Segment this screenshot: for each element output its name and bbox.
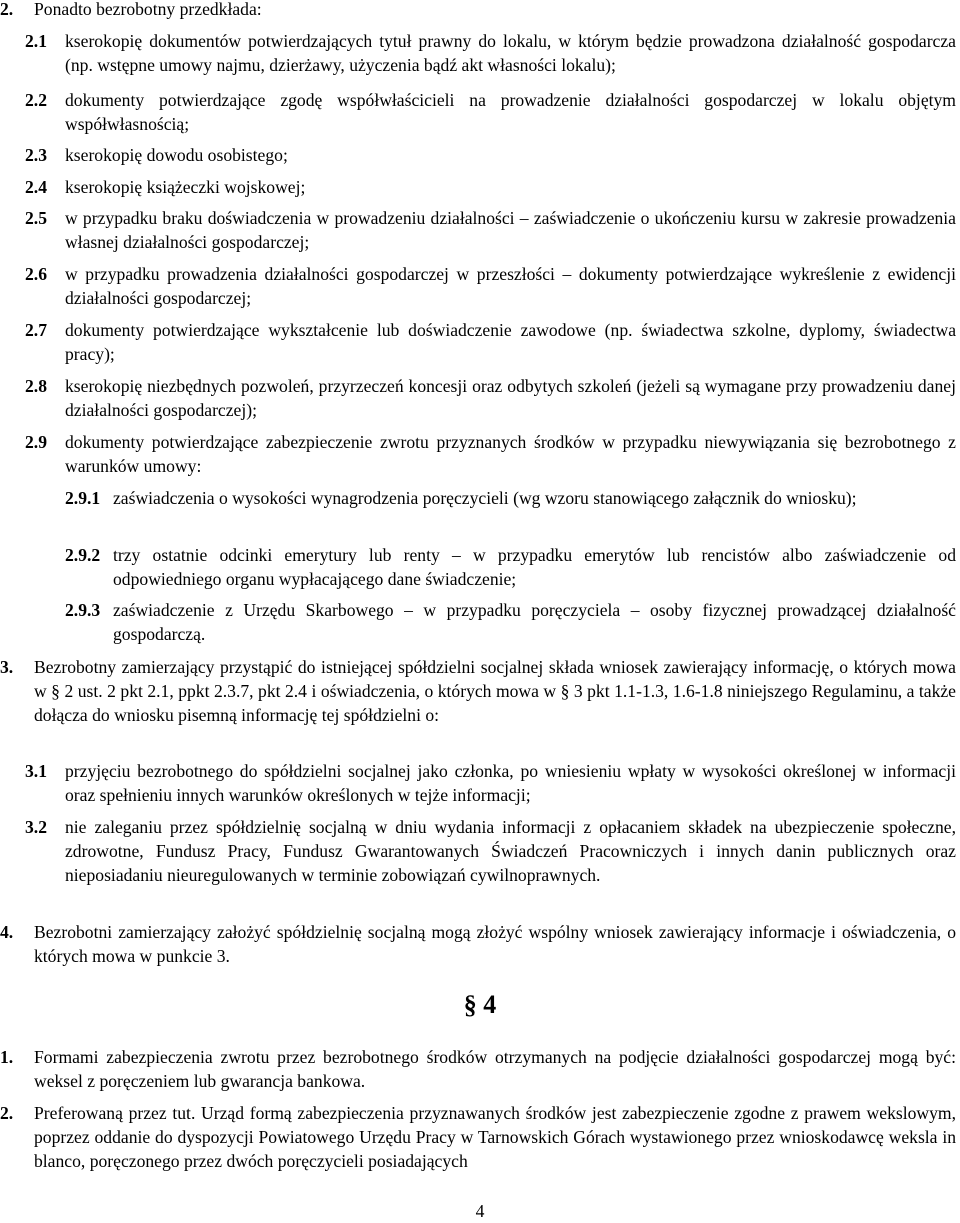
item-text: kserokopię książeczki wojskowej;	[65, 177, 306, 197]
page-number: 4	[475, 1201, 485, 1221]
item-number: 3.1	[25, 761, 47, 781]
list-item	[0, 1101, 956, 1173]
item-number: 2.4	[25, 177, 47, 197]
list-item	[25, 206, 956, 254]
item-text: Ponadto bezrobotny przedkłada:	[34, 0, 262, 19]
item-number: 2.2	[25, 90, 47, 110]
list-item	[25, 318, 956, 366]
item-number: 2.3	[25, 145, 47, 165]
list-item	[25, 175, 956, 199]
item-number: 1.	[0, 1047, 14, 1067]
list-item	[25, 29, 956, 77]
item-text: Preferowaną przez tut. Urząd formą zabezpieczenia przyznawanych środków jest zabezpieczenie zgodne z prawem wekslowym, poprzez oddanie do dyspozycji Powiatowego Urzędu Pracy w Tarnowskich Górach wystawionego przez wnioskodawcę weksla in blanco, poręczonego przez dwóch poręczycieli posiadających	[34, 1103, 956, 1171]
item-number: 3.	[0, 657, 14, 677]
item-text: kserokopię niezbędnych pozwoleń, przyrzeczeń koncesji oraz odbytych szkoleń (jeżeli są wymagane przy prowadzeniu danej działalności gospodarczej);	[65, 376, 956, 420]
section-heading	[0, 990, 960, 1020]
list-item	[25, 374, 956, 422]
list-item	[0, 655, 956, 727]
list-item	[25, 759, 956, 807]
item-number: 2.8	[25, 376, 47, 396]
item-text: trzy ostatnie odcinki emerytury lub renty – w przypadku emerytów lub rencistów albo zaświadczenie od odpowiedniego organu wypłacającego dane świadczenie;	[113, 545, 956, 589]
list-item	[0, 1045, 956, 1093]
item-text: Bezrobotny zamierzający przystąpić do istniejącej spółdzielni socjalnej składa wniosek zawierający informację, o których mowa w § 2 ust. 2 pkt 2.1, ppkt 2.3.7, pkt 2.4 i oświadczenia, o których mowa w § 3 pkt 1.1-1.3, 1.6-1.8 niniejszego Regulaminu, a także dołącza do wniosku pisemną informację tej spółdzielni o:	[34, 657, 956, 725]
item-text: nie zaleganiu przez spółdzielnię socjalną w dniu wydania informacji z opłacaniem składek na ubezpieczenie społeczne, zdrowotne, Fundusz Pracy, Fundusz Gwarantowanych Świadczeń Pracowniczych i innych danin publicznych oraz nieposiadaniu nieuregulowanych w terminie zobowiązań cywilnoprawnych.	[65, 817, 956, 885]
section-number: 4	[483, 990, 497, 1019]
list-item	[65, 598, 956, 646]
item-number: 2.	[0, 0, 14, 19]
item-number: 2.	[0, 1103, 14, 1123]
list-item	[25, 143, 956, 167]
item-number: 2.9	[25, 432, 47, 452]
section-sign: §	[463, 990, 477, 1019]
item-text: Formami zabezpieczenia zwrotu przez bezrobotnego środków otrzymanych na podjęcie działalności gospodarczej mogą być: weksel z poręczeniem lub gwarancja bankowa.	[34, 1047, 956, 1091]
item-number: 2.1	[25, 31, 47, 51]
item-text: zaświadczenie z Urzędu Skarbowego – w przypadku poręczyciela – osoby fizycznej prowadzącej działalność gospodarczą.	[113, 600, 956, 644]
list-item	[65, 543, 956, 591]
list-item	[25, 262, 956, 310]
list-item	[25, 815, 956, 887]
list-item	[0, 920, 956, 968]
list-item	[65, 486, 956, 510]
item-text: dokumenty potwierdzające zgodę współwłaścicieli na prowadzenie działalności gospodarczej w lokalu objętym współwłasnością;	[65, 90, 956, 134]
item-number: 2.7	[25, 320, 47, 340]
item-text: kserokopię dowodu osobistego;	[65, 145, 288, 165]
item-number: 2.6	[25, 264, 47, 284]
item-text: w przypadku prowadzenia działalności gospodarczej w przeszłości – dokumenty potwierdzające wykreślenie z ewidencji działalności gospodarczej;	[65, 264, 956, 308]
item-number: 2.9.2	[65, 545, 101, 565]
list-item	[0, 0, 956, 21]
item-text: dokumenty potwierdzające zabezpieczenie zwrotu przyznanych środków w przypadku niewywiązania się bezrobotnego z warunków umowy:	[65, 432, 956, 476]
item-text: kserokopię dokumentów potwierdzających tytuł prawny do lokalu, w którym będzie prowadzona działalność gospodarcza (np. wstępne umowy najmu, dzierżawy, użyczenia bądź akt własności lokalu);	[65, 31, 956, 75]
item-number: 2.5	[25, 208, 47, 228]
item-text: zaświadczenia o wysokości wynagrodzenia poręczycieli (wg wzoru stanowiącego załącznik do wniosku);	[113, 488, 857, 508]
item-text: przyjęciu bezrobotnego do spółdzielni socjalnej jako członka, po wniesieniu wpłaty w wysokości określonej w informacji oraz spełnieniu innych warunków określonych w tejże informacji;	[65, 761, 956, 805]
item-number: 3.2	[25, 817, 47, 837]
item-text: Bezrobotni zamierzający założyć spółdzielnię socjalną mogą złożyć wspólny wniosek zawierający informacje i oświadczenia, o których mowa w punkcie 3.	[34, 922, 956, 966]
item-number: 2.9.3	[65, 600, 101, 620]
list-item	[25, 430, 956, 478]
list-item	[25, 88, 956, 136]
item-number: 2.9.1	[65, 488, 101, 508]
item-text: w przypadku braku doświadczenia w prowadzeniu działalności – zaświadczenie o ukończeniu kursu w zakresie prowadzenia własnej działalności gospodarczej;	[65, 208, 956, 252]
item-number: 4.	[0, 922, 14, 942]
item-text: dokumenty potwierdzające wykształcenie lub doświadczenie zawodowe (np. świadectwa szkolne, dyplomy, świadectwa pracy);	[65, 320, 956, 364]
